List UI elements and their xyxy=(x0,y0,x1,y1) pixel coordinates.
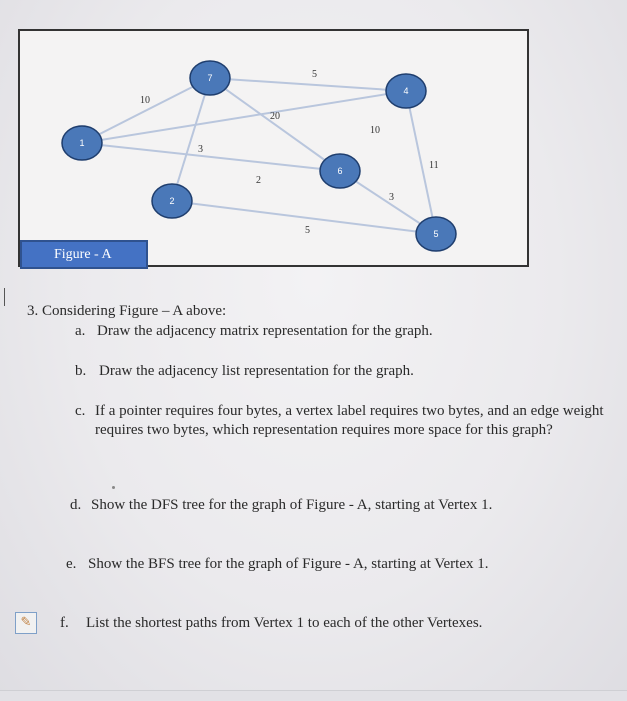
weight-6-5: 3 xyxy=(389,192,394,203)
weight-1-7: 10 xyxy=(140,95,150,106)
question-item-f xyxy=(60,614,580,634)
graph-svg xyxy=(20,31,531,269)
stray-mark xyxy=(112,486,115,489)
node-label-7: 7 xyxy=(207,73,213,83)
item-text: Draw the adjacency matrix representation for the graph. xyxy=(97,323,433,339)
weight-7-6: 20 xyxy=(270,111,280,122)
graph-figure xyxy=(18,29,529,267)
question-item-e xyxy=(66,555,586,575)
item-text: Show the BFS tree for the graph of Figure - A, starting at Vertex 1. xyxy=(88,556,489,572)
edge-7-6 xyxy=(210,78,340,171)
pencil-note-icon[interactable]: ✎ xyxy=(15,612,37,634)
edge-2-5 xyxy=(172,201,436,234)
weight-7-2: 3 xyxy=(198,144,203,155)
question-item-c xyxy=(75,402,620,462)
weight-1-6: 2 xyxy=(256,175,261,186)
item-text: If a pointer requires four bytes, a vertex label requires two bytes, and an edge weight requires two bytes, which representation requires more space for this graph? xyxy=(95,403,604,438)
node-label-5: 5 xyxy=(433,229,439,239)
node-label-4: 4 xyxy=(403,86,409,96)
edge-1-6 xyxy=(82,143,340,171)
item-text: Draw the adjacency list representation for the graph. xyxy=(99,363,414,379)
question-item-a xyxy=(75,322,575,342)
item-label: c. xyxy=(75,403,86,419)
margin-mark xyxy=(4,288,5,306)
question-heading: 3. Considering Figure – A above: xyxy=(27,303,227,319)
bottom-edge xyxy=(0,690,627,701)
edge-1-4 xyxy=(82,91,406,143)
edge-7-4 xyxy=(210,78,406,91)
node-label-2: 2 xyxy=(169,196,175,206)
item-label: e. xyxy=(66,556,77,572)
item-text: Show the DFS tree for the graph of Figure - A, starting at Vertex 1. xyxy=(91,497,493,513)
item-text: List the shortest paths from Vertex 1 to each of the other Vertexes. xyxy=(86,615,483,631)
figure-caption: Figure - A xyxy=(20,240,148,269)
item-label: f. xyxy=(60,615,69,631)
item-label: a. xyxy=(75,323,86,339)
item-label: d. xyxy=(70,497,82,513)
weight-4-5: 11 xyxy=(429,160,439,171)
node-label-6: 6 xyxy=(337,166,343,176)
weight-2-5: 5 xyxy=(305,225,310,236)
node-label-1: 1 xyxy=(79,138,85,148)
edge-7-2 xyxy=(172,78,210,201)
weight-7-4: 5 xyxy=(312,69,317,80)
weight-1-4: 10 xyxy=(370,125,380,136)
question-item-b xyxy=(75,362,575,382)
item-label: b. xyxy=(75,363,87,379)
question-item-d xyxy=(70,496,590,516)
